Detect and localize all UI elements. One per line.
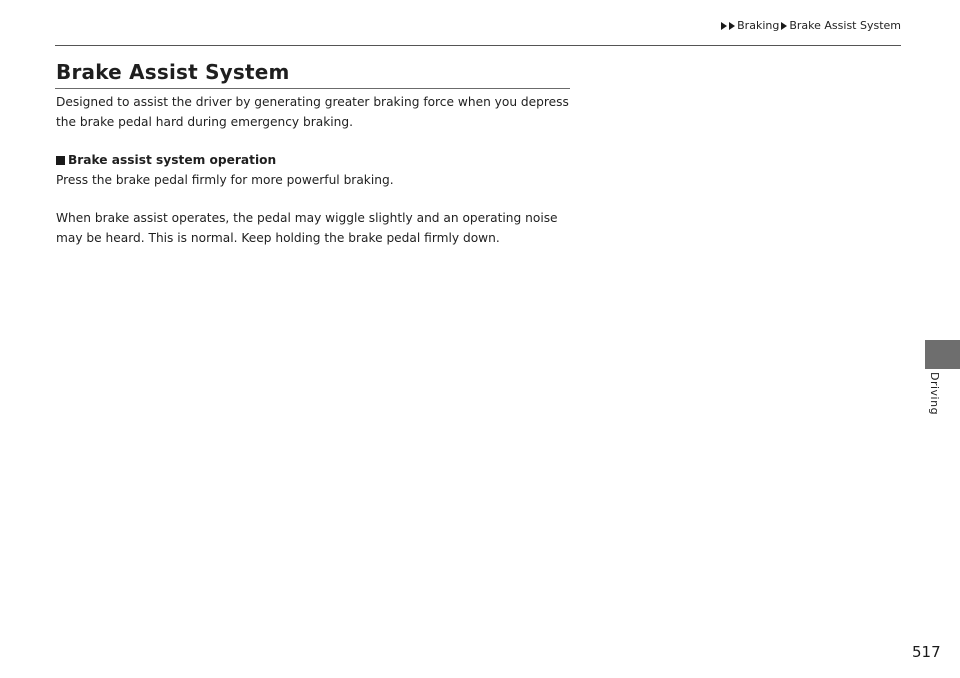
header-divider bbox=[55, 45, 901, 46]
triangle-right-icon bbox=[781, 22, 787, 30]
page-number: 517 bbox=[912, 643, 941, 661]
breadcrumb-item-braking[interactable]: Braking bbox=[737, 19, 780, 32]
chapter-tab[interactable] bbox=[925, 340, 960, 369]
triangle-right-icon bbox=[729, 22, 735, 30]
intro-line: Designed to assist the driver by generating greater braking force when you depress bbox=[56, 95, 569, 109]
section-heading-text: Brake assist system operation bbox=[68, 153, 277, 167]
intro-line: the brake pedal hard during emergency braking. bbox=[56, 114, 353, 129]
page-title: Brake Assist System bbox=[56, 60, 290, 84]
triangle-right-icon bbox=[721, 22, 727, 30]
title-divider bbox=[55, 88, 570, 89]
breadcrumb bbox=[721, 19, 901, 32]
chapter-tab-label: Driving bbox=[928, 372, 941, 416]
square-bullet-icon bbox=[56, 156, 65, 165]
content-body bbox=[56, 93, 576, 248]
section-text: When brake assist operates, the pedal may wiggle slightly and an operating noise bbox=[56, 211, 558, 225]
breadcrumb-item-brake-assist-system[interactable]: Brake Assist System bbox=[789, 19, 901, 32]
section-heading bbox=[56, 151, 576, 171]
section-text: may be heard. This is normal. Keep holding the brake pedal firmly down. bbox=[56, 230, 500, 245]
section-text: Press the brake pedal firmly for more powerful braking. bbox=[56, 172, 394, 187]
